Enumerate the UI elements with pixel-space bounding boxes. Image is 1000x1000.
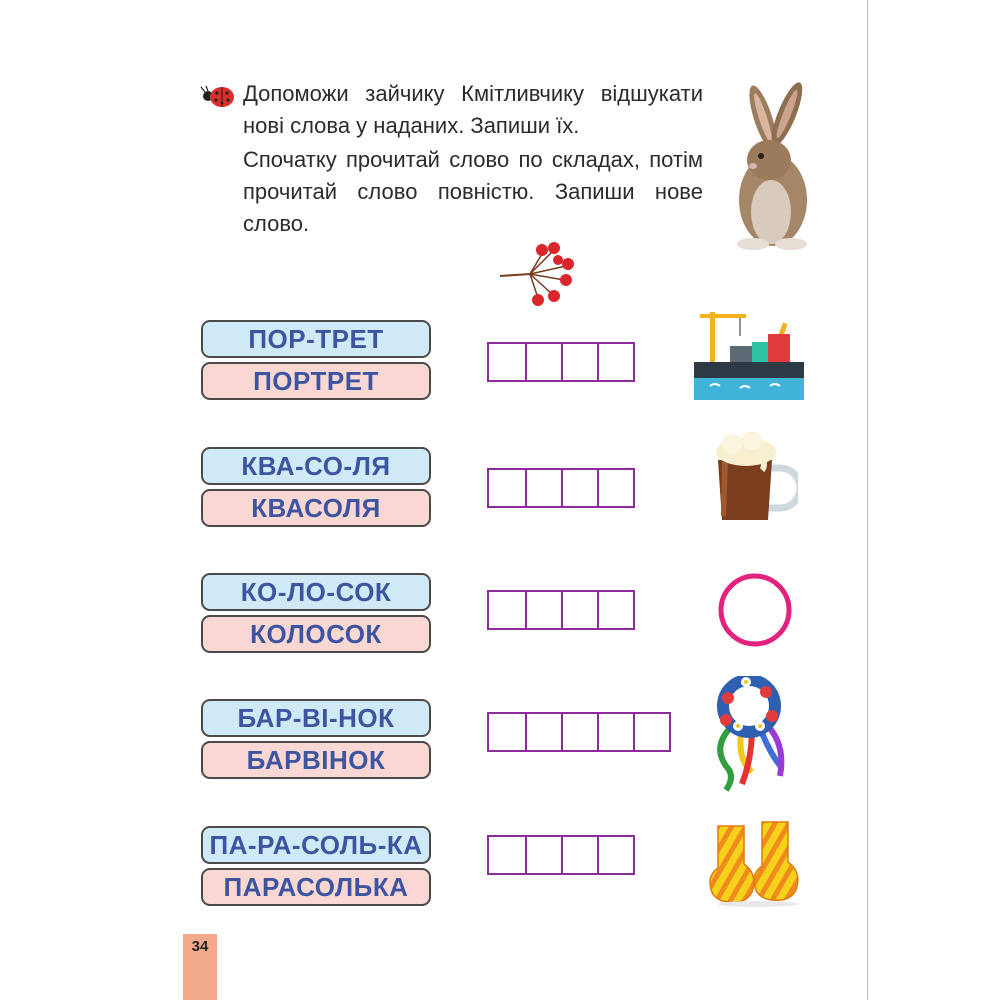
full-word-label: КОЛОСОК	[201, 615, 431, 653]
full-word-label: ПОРТРЕТ	[201, 362, 431, 400]
word-card-4	[201, 699, 431, 779]
word-card-3	[201, 573, 431, 653]
letter-box[interactable]	[597, 714, 633, 750]
instruction-paragraph-1: Допоможи зайчику Кмітливчику відшукати нові слова у наданих. Запиши їх.	[243, 81, 703, 138]
answer-boxes-3[interactable]	[487, 590, 635, 630]
hare-icon	[725, 78, 825, 254]
letter-box[interactable]	[525, 470, 561, 506]
letter-box[interactable]	[525, 714, 561, 750]
answer-boxes-5[interactable]	[487, 835, 635, 875]
answer-boxes-1[interactable]	[487, 342, 635, 382]
letter-box[interactable]	[597, 344, 633, 380]
letter-box[interactable]	[633, 714, 669, 750]
port-icon	[690, 306, 808, 402]
word-card-2	[201, 447, 431, 527]
letter-box[interactable]	[525, 592, 561, 628]
letter-box[interactable]	[525, 344, 561, 380]
syllables-label: БАР-ВІ-НОК	[201, 699, 431, 737]
ring-icon	[716, 571, 794, 649]
letter-box[interactable]	[489, 470, 525, 506]
letter-box[interactable]	[597, 470, 633, 506]
letter-box[interactable]	[561, 592, 597, 628]
letter-box[interactable]	[489, 344, 525, 380]
word-card-1	[201, 320, 431, 400]
ladybug-icon	[200, 84, 236, 108]
page-number: 34	[183, 934, 217, 1000]
full-word-label: ПАРАСОЛЬКА	[201, 868, 431, 906]
syllables-label: ПА-РА-СОЛЬ-КА	[201, 826, 431, 864]
full-word-label: БАРВІНОК	[201, 741, 431, 779]
letter-box[interactable]	[489, 714, 525, 750]
syllables-label: КВА-СО-ЛЯ	[201, 447, 431, 485]
instructions-text	[243, 78, 703, 240]
letter-box[interactable]	[525, 837, 561, 873]
letter-box[interactable]	[489, 837, 525, 873]
syllables-label: ПОР-ТРЕТ	[201, 320, 431, 358]
letter-box[interactable]	[561, 714, 597, 750]
answer-boxes-2[interactable]	[487, 468, 635, 508]
letter-box[interactable]	[561, 837, 597, 873]
letter-box[interactable]	[561, 344, 597, 380]
answer-boxes-4[interactable]	[487, 712, 671, 752]
letter-box[interactable]	[597, 837, 633, 873]
letter-box[interactable]	[561, 470, 597, 506]
full-word-label: КВАСОЛЯ	[201, 489, 431, 527]
berries-icon	[494, 236, 584, 308]
flower-wreath-icon	[702, 676, 796, 796]
instruction-paragraph-2: Спочатку прочитай слово по складах, потім прочитай слово повністю. Запиши нове слово.	[243, 147, 703, 236]
letter-box[interactable]	[489, 592, 525, 628]
syllables-label: КО-ЛО-СОК	[201, 573, 431, 611]
word-card-5	[201, 826, 431, 906]
page-edge-line	[867, 0, 868, 1000]
socks-icon	[706, 818, 810, 908]
letter-box[interactable]	[597, 592, 633, 628]
kvass-mug-icon	[712, 432, 798, 524]
